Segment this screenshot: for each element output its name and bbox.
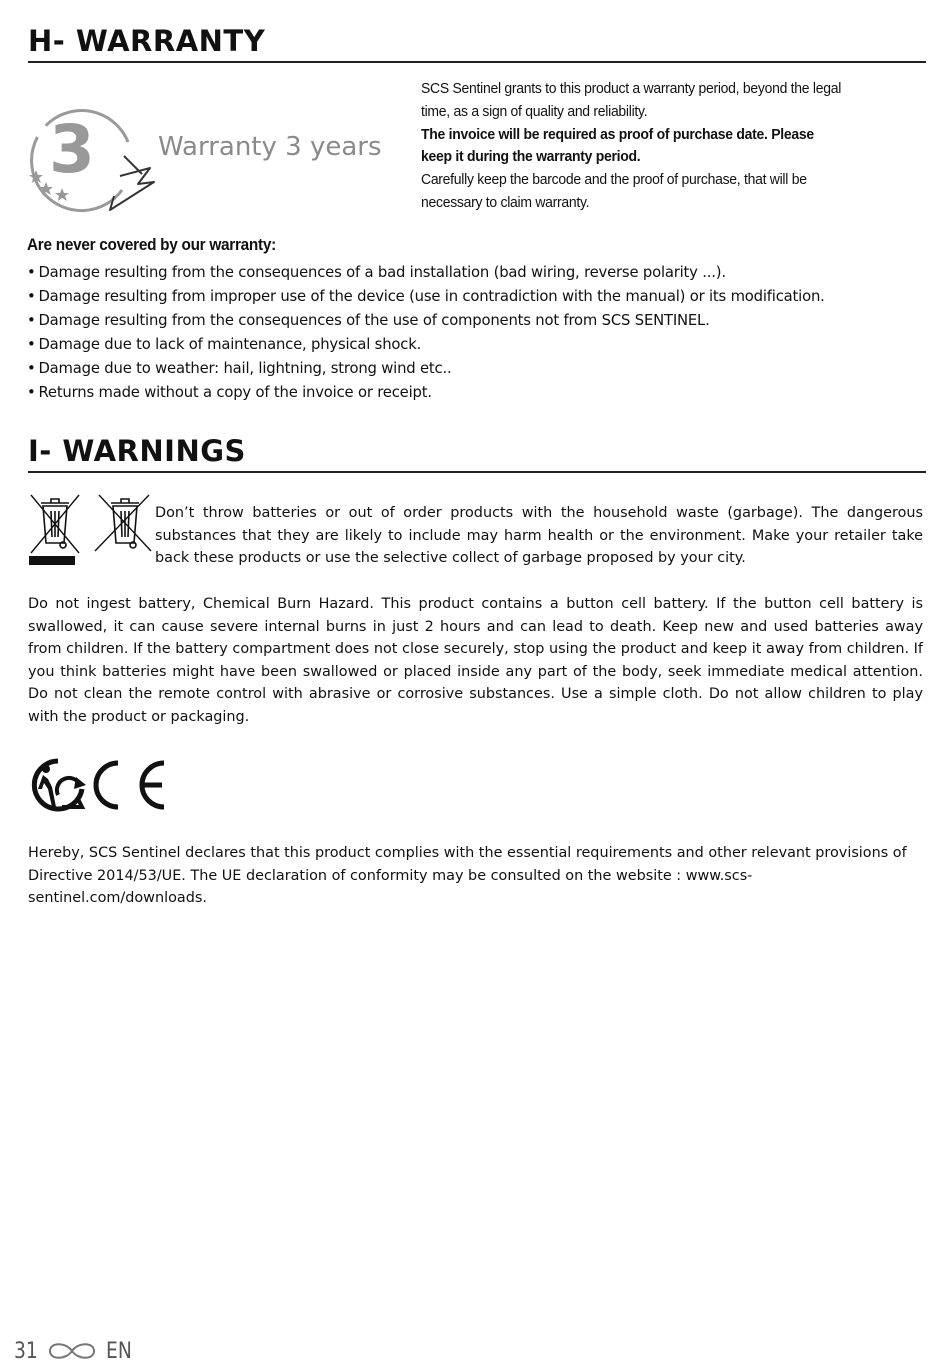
disposal-warning: Don’t throw batteries or out of order products with the household waste (garbage). The dangerous substances that they are likely to include may harm health or the environment. Make your retailer take back these products or use the selective collect of garbage proposed by your city. — [155, 505, 923, 567]
infinity-logo-icon — [46, 1341, 98, 1361]
warranty-intro — [421, 78, 844, 215]
exclusion-item: • Returns made without a copy of the invoice or receipt. — [27, 380, 825, 404]
page-number: 31 — [14, 1338, 38, 1364]
triman-icon — [34, 761, 86, 809]
warranty-badge-icon — [22, 86, 162, 214]
exclusions-heading: Are never covered by our warranty: — [27, 236, 276, 254]
badge-number: 3 — [49, 111, 95, 188]
language-code: EN — [106, 1338, 132, 1364]
warranty-heading: H- WARRANTY — [28, 24, 266, 58]
page-footer — [14, 1335, 136, 1367]
battery-warning: Do not ingest battery, Chemical Burn Hazard. This product contains a button cell battery. If the button cell battery is swallowed, it can cause severe internal burns in just 2 hours and can lead to death. Keep new and used batteries away from children. If the battery compartment does not close securely, stop using the product and keep it away from children. If you think batteries might have been swallowed or placed inside any part of the body, seek immediate medical attention. Do not clean the remote control with abrasive or corrosive substances. Use a simple cloth. Do not allow children to play with the product or packaging. — [28, 596, 923, 725]
warranty-divider — [28, 61, 926, 63]
exclusion-item: • Damage resulting from improper use of the device (use in contradiction with the manual) or its modification. — [27, 284, 825, 308]
warranty-invoice-notice: The invoice will be required as proof of purchase date. Please keep it during the warranty period. — [421, 125, 814, 166]
ce-mark-icon — [96, 763, 164, 807]
exclusions-list — [27, 260, 845, 404]
exclusion-item: • Damage due to lack of maintenance, physical shock. — [27, 332, 825, 356]
exclusion-item: • Damage resulting from the consequences of the use of components not from SCS SENTINEL. — [27, 308, 825, 332]
exclusion-item: • Damage resulting from the consequences of a bad installation (bad wiring, reverse polarity ...). — [27, 260, 825, 284]
warnings-heading: I- WARNINGS — [28, 434, 246, 468]
exclusion-item: • Damage due to weather: hail, lightning, strong wind etc.. — [27, 356, 825, 380]
compliance-logos — [28, 755, 170, 815]
crossed-bin-icon — [25, 491, 155, 569]
warranty-paragraph: Carefully keep the barcode and the proof of purchase, that will be necessary to claim warranty. — [421, 171, 807, 211]
warnings-divider — [28, 471, 926, 473]
conformity-declaration: Hereby, SCS Sentinel declares that this product complies with the essential requirements and other relevant provisions of Directive 2014/53/UE. The UE declaration of conformity may be consulted on the website : www.scs-sentinel.com/downloads. — [28, 845, 907, 907]
warranty-badge-label: Warranty 3 years — [158, 132, 382, 162]
warranty-paragraph: SCS Sentinel grants to this product a warranty period, beyond the legal time, as a sign of quality and reliability. — [421, 80, 842, 120]
